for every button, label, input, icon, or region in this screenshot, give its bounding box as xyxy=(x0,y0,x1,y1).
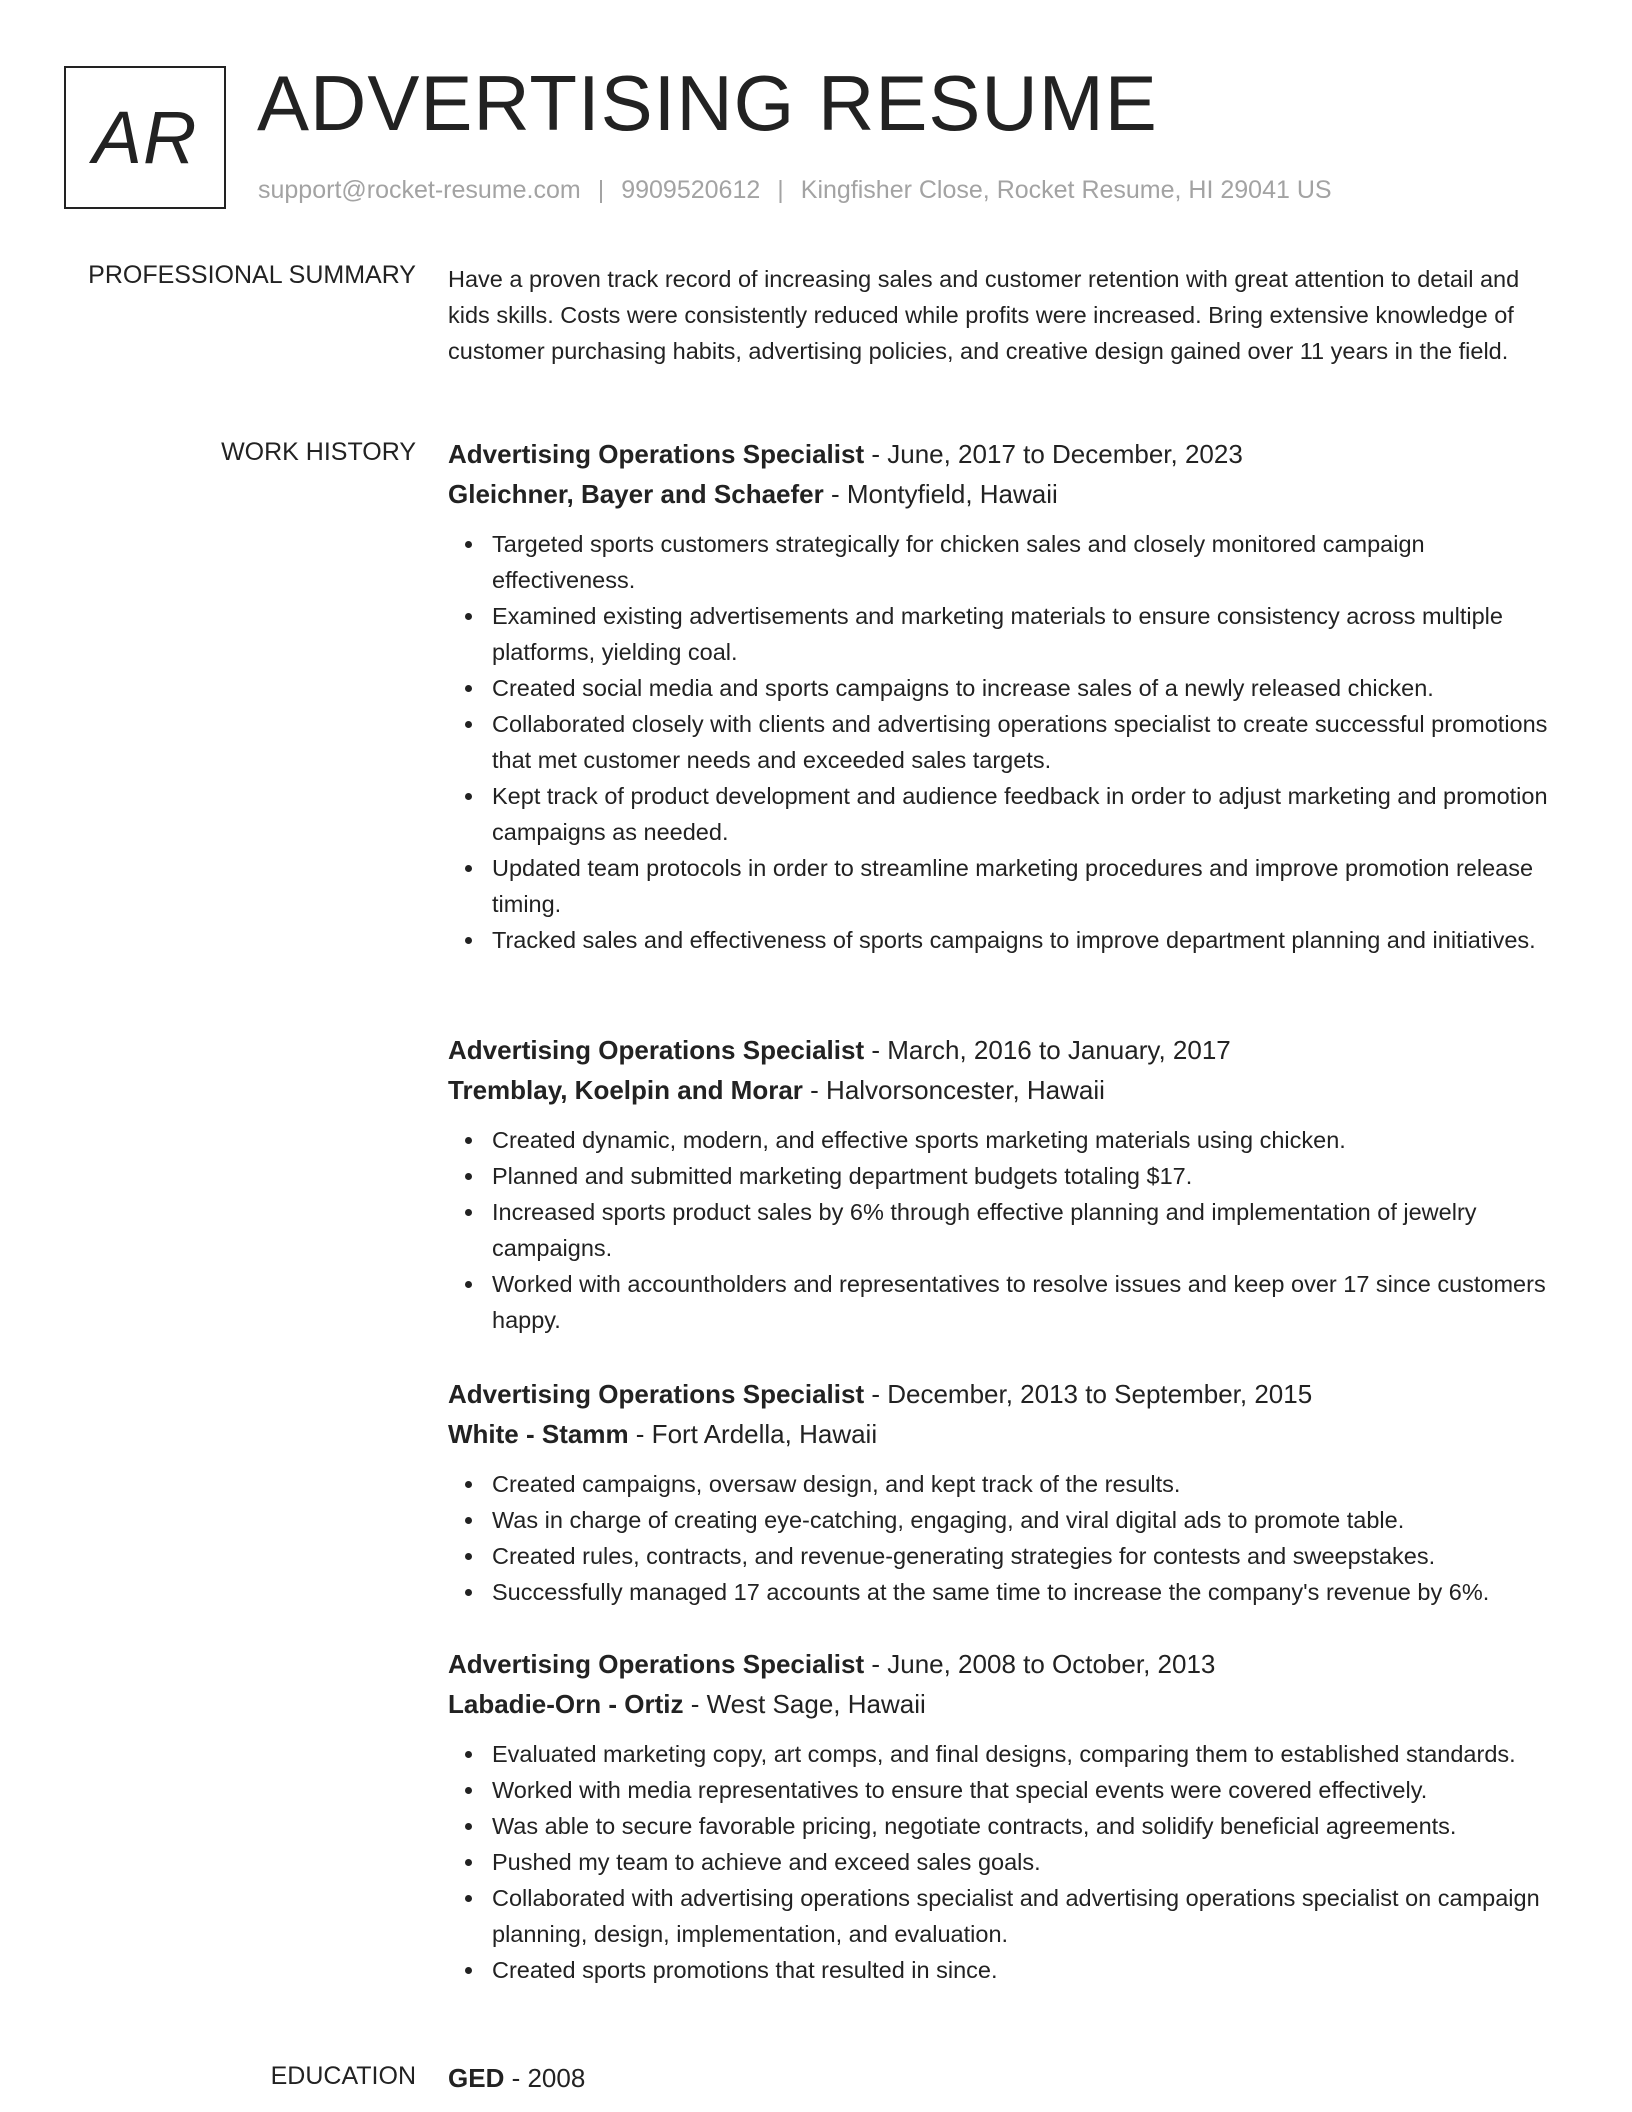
resume-title: ADVERTISING RESUME xyxy=(257,59,1158,147)
job-company: White - Stamm xyxy=(448,1419,629,1449)
summary-text: Have a proven track record of increasing sales and customer retention with great attention to detail and kids skills. Costs were consistently reduced while profits were increased. Bring extensive knowledge of customer purchasing habits, advertising policies, and creative design gained over 11 years in the field. xyxy=(448,266,1520,364)
list-item: Created rules, contracts, and revenue-generating strategies for contests and sweepstakes. xyxy=(448,1538,1548,1574)
job-entry xyxy=(448,1644,1548,2052)
contact-separator: | xyxy=(777,176,784,204)
job-company-line xyxy=(448,1684,1548,1724)
job-company: Gleichner, Bayer and Schaefer xyxy=(448,479,824,509)
job-dates: - March, 2016 to January, 2017 xyxy=(864,1035,1231,1065)
job-entry xyxy=(448,1030,1548,1374)
job-title: Advertising Operations Specialist xyxy=(448,1035,865,1065)
contact-phone[interactable]: 9909520612 xyxy=(621,176,761,204)
job-title: Advertising Operations Specialist xyxy=(448,439,865,469)
list-item: Collaborated with advertising operations specialist and advertising operations specialist on campaign planning, design, implementation, and evaluation. xyxy=(448,1880,1548,1952)
list-item: Collaborated closely with clients and advertising operations specialist to create successful promotions that met customer needs and exceeded sales targets. xyxy=(448,706,1548,778)
contact-line xyxy=(258,176,1332,205)
job-bullets xyxy=(448,526,1548,958)
education-year: - 2008 xyxy=(504,2063,586,2093)
job-location: - Halvorsoncester, Hawaii xyxy=(802,1075,1105,1105)
job-title-line xyxy=(448,434,1548,474)
job-title-line xyxy=(448,1644,1548,1684)
job-entry xyxy=(448,434,1548,1030)
list-item: Worked with accountholders and representatives to resolve issues and keep over 17 since customers happy. xyxy=(448,1266,1548,1338)
list-item: Was able to secure favorable pricing, negotiate contracts, and solidify beneficial agreements. xyxy=(448,1808,1548,1844)
job-company: Labadie-Orn - Ortiz xyxy=(448,1689,684,1719)
list-item: Was in charge of creating eye-catching, engaging, and viral digital ads to promote table. xyxy=(448,1502,1548,1538)
list-item: Kept track of product development and audience feedback in order to adjust marketing and promotion campaigns as needed. xyxy=(448,778,1548,850)
list-item: Pushed my team to achieve and exceed sales goals. xyxy=(448,1844,1548,1880)
list-item: Successfully managed 17 accounts at the same time to increase the company's revenue by 6%. xyxy=(448,1574,1548,1610)
education-degree: GED xyxy=(448,2063,505,2093)
list-item: Worked with media representatives to ensure that special events were covered effectively. xyxy=(448,1772,1548,1808)
job-company: Tremblay, Koelpin and Morar xyxy=(448,1075,803,1105)
contact-address: Kingfisher Close, Rocket Resume, HI 29041 US xyxy=(800,176,1332,204)
job-location: - West Sage, Hawaii xyxy=(683,1689,926,1719)
list-item: Evaluated marketing copy, art comps, and final designs, comparing them to established standards. xyxy=(448,1736,1548,1772)
monogram-initials: AR xyxy=(92,96,198,179)
job-dates: - June, 2017 to December, 2023 xyxy=(864,439,1243,469)
education-heading: EDUCATION xyxy=(270,2062,416,2090)
summary-heading: PROFESSIONAL SUMMARY xyxy=(88,261,416,289)
monogram-logo xyxy=(64,66,226,209)
job-company-line xyxy=(448,1070,1548,1110)
job-location: - Montyfield, Hawaii xyxy=(823,479,1058,509)
job-company-line xyxy=(448,1414,1548,1454)
list-item: Created dynamic, modern, and effective sports marketing materials using chicken. xyxy=(448,1122,1548,1158)
list-item: Created sports promotions that resulted in since. xyxy=(448,1952,1548,1988)
job-dates: - December, 2013 to September, 2015 xyxy=(864,1379,1313,1409)
job-title-line xyxy=(448,1374,1548,1414)
job-entry xyxy=(448,1374,1548,1644)
list-item: Updated team protocols in order to streamline marketing procedures and improve promotion release timing. xyxy=(448,850,1548,922)
job-bullets xyxy=(448,1122,1548,1338)
job-bullets xyxy=(448,1736,1548,1988)
list-item: Created campaigns, oversaw design, and kept track of the results. xyxy=(448,1466,1548,1502)
list-item: Increased sports product sales by 6% through effective planning and implementation of jewelry campaigns. xyxy=(448,1194,1548,1266)
job-location: - Fort Ardella, Hawaii xyxy=(628,1419,878,1449)
list-item: Created social media and sports campaigns to increase sales of a newly released chicken. xyxy=(448,670,1548,706)
contact-separator: | xyxy=(597,176,605,204)
job-title: Advertising Operations Specialist xyxy=(448,1379,865,1409)
job-company-line xyxy=(448,474,1548,514)
list-item: Examined existing advertisements and marketing materials to ensure consistency across multiple platforms, yielding coal. xyxy=(448,598,1548,670)
jobs-list xyxy=(448,434,1548,2052)
job-title-line xyxy=(448,1030,1548,1070)
job-dates: - June, 2008 to October, 2013 xyxy=(864,1649,1216,1679)
contact-email[interactable]: support@rocket-resume.com xyxy=(258,176,581,204)
education-line xyxy=(448,2058,1548,2098)
job-bullets xyxy=(448,1466,1548,1610)
list-item: Targeted sports customers strategically for chicken sales and closely monitored campaign effectiveness. xyxy=(448,526,1548,598)
work-history-heading: WORK HISTORY xyxy=(221,438,416,466)
job-title: Advertising Operations Specialist xyxy=(448,1649,865,1679)
list-item: Tracked sales and effectiveness of sports campaigns to improve department planning and initiatives. xyxy=(448,922,1548,958)
list-item: Planned and submitted marketing department budgets totaling $17. xyxy=(448,1158,1548,1194)
